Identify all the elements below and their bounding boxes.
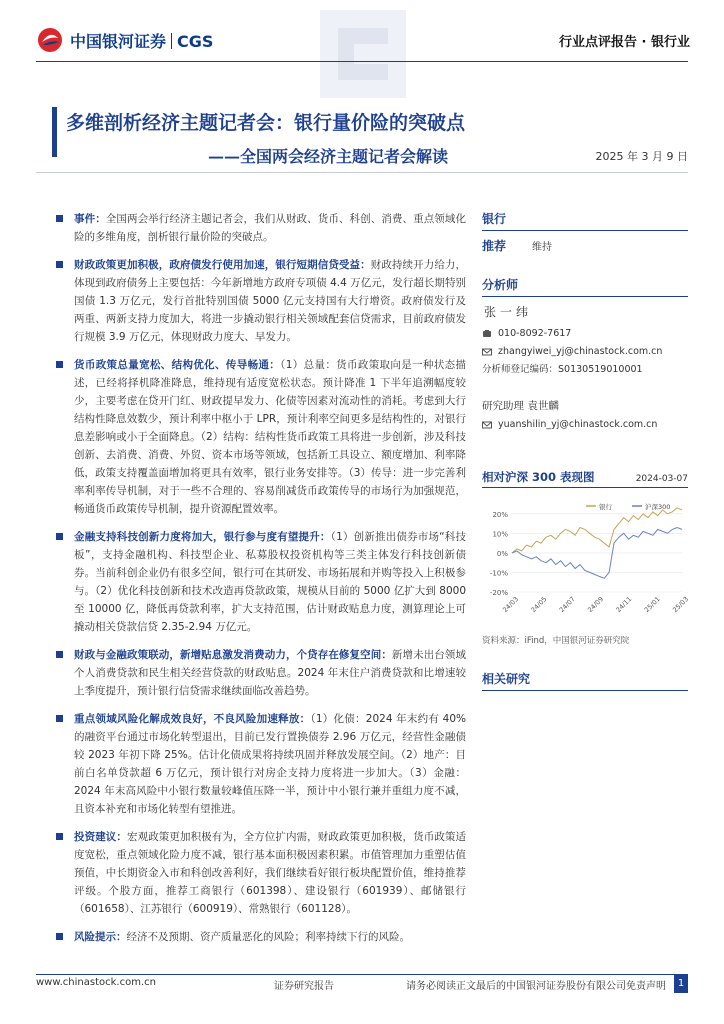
logo-text: 中国银河证券 CGS	[70, 32, 214, 51]
page-header	[0, 0, 724, 80]
cgs-watermark-icon	[318, 8, 408, 100]
analyst-heading: 分析师	[482, 276, 688, 297]
chart-y-tick-label: 0%	[496, 549, 508, 558]
analyst-cert: 分析师登记编码：S0130519010001	[482, 364, 643, 375]
bullet-risk-warning: 风险提示：经济不及预期、资产质量恶化的风险；利率持续下行的风险。	[54, 928, 466, 946]
footer-divider	[36, 974, 688, 975]
page-footer	[36, 977, 688, 993]
analyst-name: 张一纬	[484, 305, 533, 319]
report-subtitle: ——全国两会经济主题记者会解读	[208, 147, 449, 166]
cgs-logo-icon	[36, 26, 64, 54]
research-assistant: 研究助理 袁世麟	[482, 400, 559, 412]
chart-y-tick-label: -20%	[489, 589, 508, 597]
chart-legend-label: 银行	[599, 503, 612, 511]
chart-x-tick-label: 24/05	[529, 595, 549, 615]
related-research-heading: 相关研究	[482, 670, 688, 691]
footer-url[interactable]: www.chinastock.com.cn	[36, 977, 156, 988]
chart-y-tick-label: -10%	[489, 569, 508, 578]
bullet-consumption: 财政与金融政策联动，新增贴息激发消费动力，个贷存在修复空间：新增未出台领域个人消费贷款和民生相关经营贷款的财政贴息。2024 年末住户消费贷款和比增速较上季度提升，预计银行信贷需求继续面临改善趋势。	[54, 646, 466, 700]
summary-bullets	[54, 210, 466, 956]
bullet-monetary: 货币政策总量宽松、结构优化、传导畅通：（1）总量：货币政策取向是一种状态描述，已经将择机降准降息，维持现有适度宽松状态。预计降准 1 下半年追溯幅度较少，主要考虑在贷开门红、财政提早发力、化债等因素对流动性的消耗。考虑到大行结构性降息效数少，预计利率中枢小于 LPR，预计利率空间更多是结构性的，对银行息差影响或小于全面降息。（2）结构：结构性货币政策工具将进一步创新，涉及科技创新、去消费、消费、外贸、资本市场等领域，包括新工具设立、额度增加、利率降低，政策支持覆盖面增加将更具有效率，银行业务安排等。（3）传导：进一步完善利率利率传导机制，对于一些不合理的、容易削减货币政策传导的市场行为加强规范，畅通货币政策传导机制，提升资源配置效率。	[54, 356, 466, 518]
header-divider	[36, 61, 688, 62]
chart-x-tick-label: 24/09	[586, 595, 606, 615]
performance-chart	[482, 492, 691, 632]
industry-heading: 银行	[482, 210, 688, 231]
report-date: 2025 年 3 月 9 日	[595, 150, 688, 163]
report-type: 行业点评报告 · 银行业	[559, 35, 690, 50]
mail-icon	[482, 347, 492, 357]
rating-value: 维持	[532, 242, 553, 253]
chart-legend-label: 沪深300	[645, 503, 671, 511]
footer-disclaimer: 请务必阅读正文最后的中国银河证券股份有限公司免责声明	[406, 981, 666, 992]
footer-center: 证券研究报告	[274, 981, 334, 992]
chart-title: 相对沪深 300 表现图	[482, 470, 595, 484]
chart-x-tick-label: 25/01	[642, 595, 662, 615]
chart-x-tick-label: 24/11	[614, 595, 634, 615]
bullet-fiscal: 财政政策更加积极，政府债发行使用加速，银行短期信贷受益：财政持续开力给力，体现到政府债务上主要包括：今年新增地方政府专项债 4.4 万亿元，发行超长期特别国债 1.3 万亿元，发行首批特别国债 5000 亿元支持国有大行增资。政府债发行及两重、两新支持力度加大，将进一步撬动银行相关领域配套信贷需求，目前政府债发行规模 3.9 万亿元，体现财政力度大、早发力。	[54, 256, 466, 346]
chart-date: 2024-03-07	[635, 474, 688, 484]
analyst-email[interactable]: zhangyiwei_yj@chinastock.com.cn	[482, 344, 688, 360]
chart-x-tick-label: 25/03	[671, 595, 691, 615]
title-accent-bar	[52, 107, 57, 157]
rating-label: 推荐	[482, 239, 507, 253]
bullet-risk-resolution: 重点领域风险化解成效良好，不良风险加速释放：（1）化债：2024 年末约有 40%的融资平台通过市场化转型退出，目前已发行置换债券 2.96 万亿元，经营性金融债较 2023 年初下降 25%。估计化债成果将持续巩固并释放发展空间。（2）地产：目前白名单贷款超 6 万亿元，预计银行对房企支持力度将进一步加大。（3）金融：2024 年末高风险中小银行数量较峰值压降一半，预计中小银行兼并重组力度不减，且资本补充和市场化转型有望推进。	[54, 710, 466, 818]
rating-row	[482, 237, 688, 254]
report-title: 多维剖析经济主题记者会：银行量价险的突破点	[66, 112, 466, 134]
chart-y-tick-label: 20%	[492, 510, 508, 519]
mail-icon	[482, 420, 492, 430]
chart-header	[482, 469, 688, 488]
chart-y-tick-label: 10%	[492, 530, 508, 539]
assistant-email[interactable]: yuanshilin_yj@chinastock.com.cn	[482, 417, 688, 433]
bullet-event: 事件：全国两会举行经济主题记者会，我们从财政、货币、科创、消费、重点领域化险的多维角度，剖析银行量价险的突破点。	[54, 210, 466, 246]
sidebar	[482, 210, 691, 691]
title-divider	[36, 172, 688, 173]
phone-icon	[482, 329, 492, 339]
chart-x-tick-label: 24/07	[557, 595, 577, 615]
bullet-tech: 金融支持科技创新力度将加大，银行参与度有望提升：（1）创新推出债券市场“科技板”，支持金融机构、科技型企业、私募股权投资机构等三类主体发行科技创新债券。当前科创企业仍有很多空间，银行可在其研发、市场拓展和并购等投入上积极参与。（2）优化科技创新和技术改造再贷款政策，规模从目前的 5000 亿扩大到 8000 至 10000 亿，降低再贷款利率，扩大支持范围，估计财政贴息力度，测算理论上可撬动相关贷款信贷 2.35-2.94 万亿元。	[54, 528, 466, 636]
chart-source: 资料来源：iFind，中国银河证券研究院	[482, 636, 630, 646]
chart-x-tick-label: 24/03	[501, 595, 521, 615]
analyst-phone: 010-8092-7617	[482, 326, 688, 342]
bullet-investment: 投资建议：宏观政策更加积极有为，全方位扩内需，财政政策更加积极，货币政策适度宽松，重点领域化险力度不减，银行基本面积极因素积累。市值管理加力重塑估值预值，中长期资金入市和科创改善利好，我们继续看好银行板块配置价值，维持推荐评级。个股方面，推荐工商银行（601398）、建设银行（601939）、邮储银行（601658）、江苏银行（600919）、常熟银行（601128）。	[54, 828, 466, 918]
page-number: 1	[674, 975, 688, 993]
